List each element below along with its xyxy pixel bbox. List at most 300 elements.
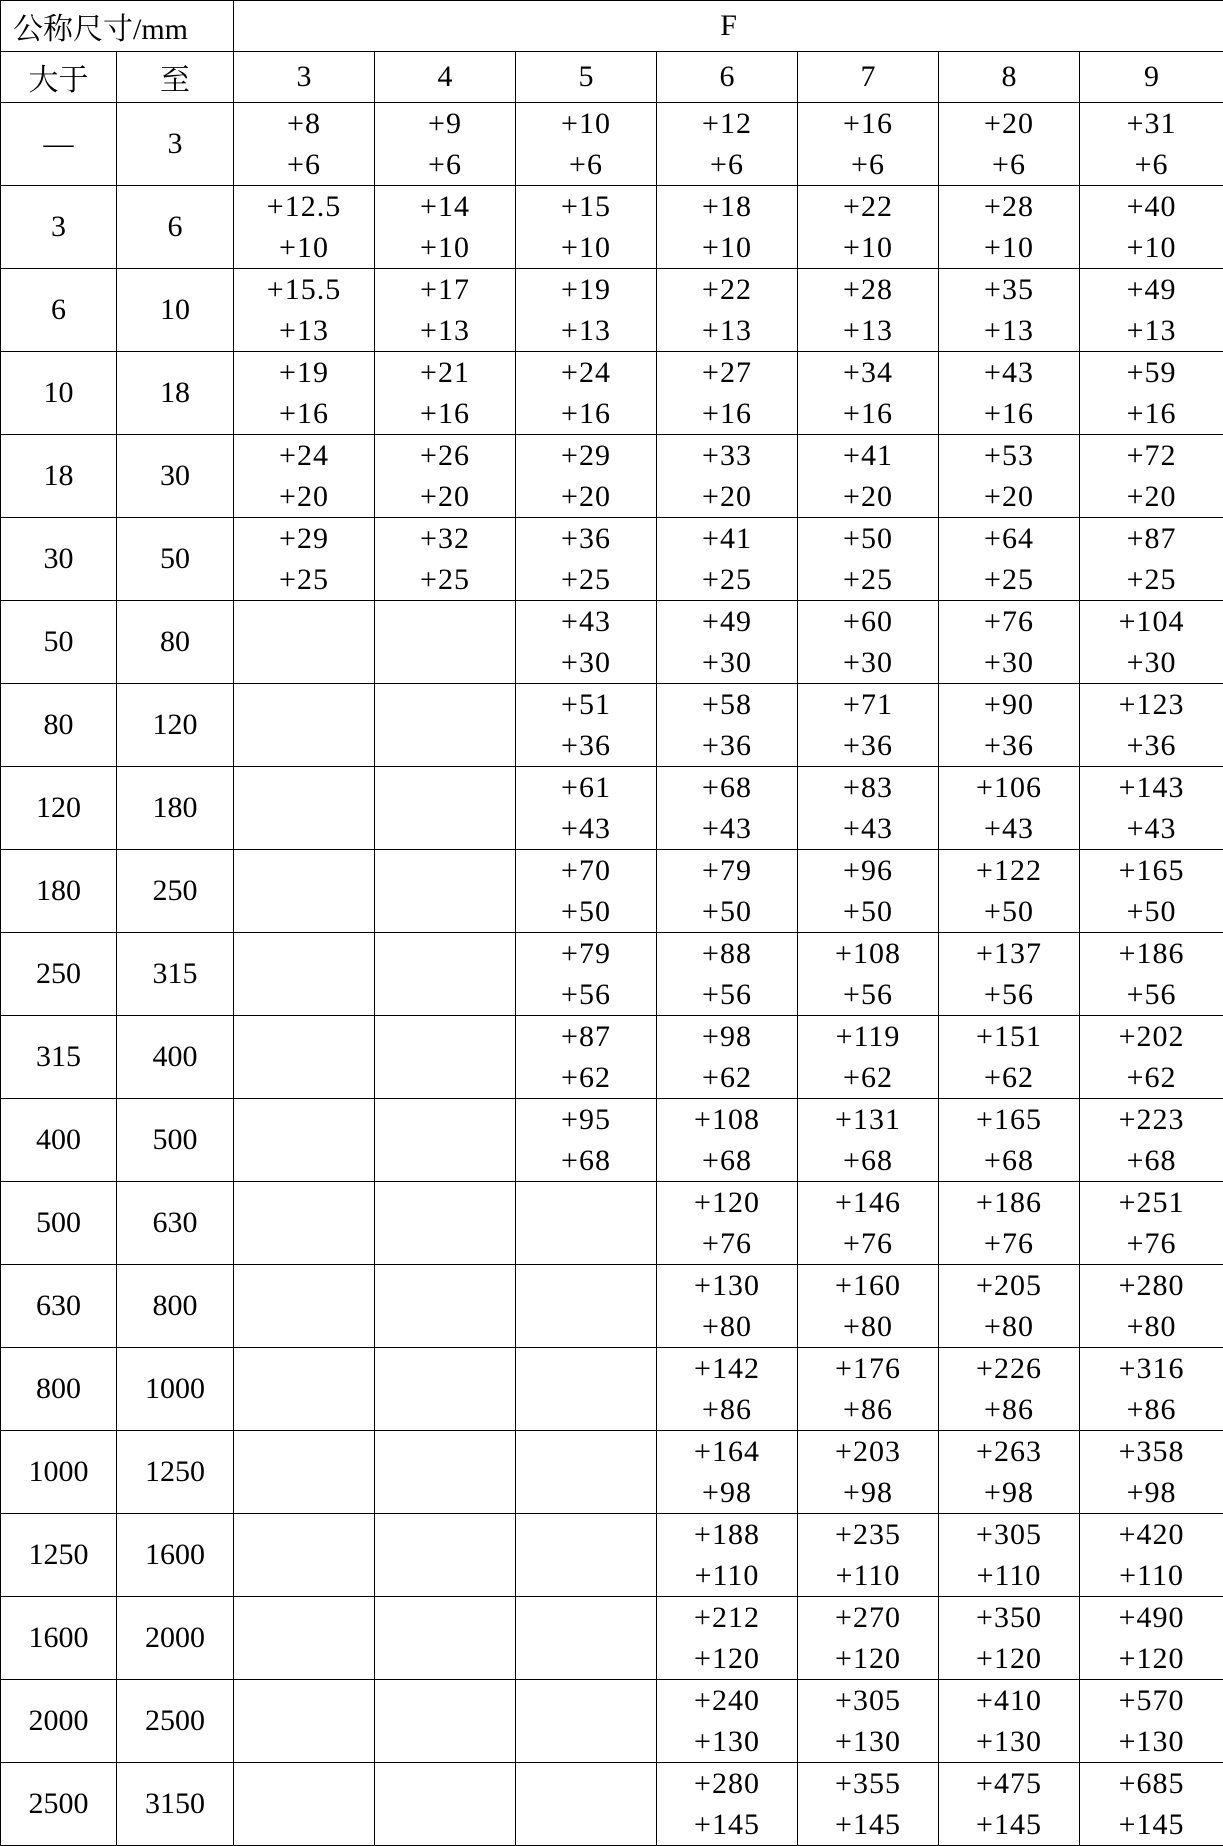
grade-header: 9 (1080, 52, 1223, 103)
deviation-pair (1080, 186, 1223, 268)
lower-deviation: +145 (835, 1804, 901, 1845)
lower-deviation: +76 (843, 1223, 893, 1264)
size-over-cell: 18 (1, 435, 117, 518)
upper-deviation: +240 (694, 1680, 760, 1721)
table-row (1, 435, 1223, 518)
deviation-cell (939, 103, 1080, 186)
empty-cell (234, 1680, 375, 1763)
grade-header: 4 (375, 52, 516, 103)
lower-deviation: +130 (835, 1721, 901, 1762)
size-over-cell: 1600 (1, 1597, 117, 1680)
empty-cell (516, 1597, 657, 1680)
lower-deviation: +6 (710, 144, 744, 185)
size-to-cell: 250 (117, 850, 234, 933)
upper-deviation: +59 (1127, 352, 1177, 393)
lower-deviation: +20 (984, 476, 1034, 517)
size-to-cell: 80 (117, 601, 234, 684)
upper-deviation: +87 (1127, 518, 1177, 559)
size-over-cell: 180 (1, 850, 117, 933)
upper-deviation: +20 (984, 103, 1034, 144)
deviation-cell (657, 1348, 798, 1431)
deviation-pair (939, 1514, 1079, 1596)
upper-deviation: +10 (561, 103, 611, 144)
deviation-pair (1080, 435, 1223, 517)
deviation-pair (375, 186, 515, 268)
table-row (1, 850, 1223, 933)
deviation-cell (939, 684, 1080, 767)
upper-deviation: +58 (702, 684, 752, 725)
lower-deviation: +86 (843, 1389, 893, 1430)
upper-deviation: +41 (702, 518, 752, 559)
deviation-cell (939, 518, 1080, 601)
lower-deviation: +13 (984, 310, 1034, 351)
deviation-cell (234, 435, 375, 518)
deviation-pair (657, 1597, 797, 1679)
table-row (1, 518, 1223, 601)
lower-deviation: +6 (1135, 144, 1169, 185)
upper-deviation: +151 (976, 1016, 1042, 1057)
lower-deviation: +80 (984, 1306, 1034, 1347)
empty-cell (375, 767, 516, 850)
lower-deviation: +6 (287, 144, 321, 185)
deviation-cell (798, 684, 939, 767)
deviation-cell (939, 1265, 1080, 1348)
deviation-pair (657, 1763, 797, 1845)
deviation-cell (939, 269, 1080, 352)
deviation-cell (1080, 269, 1223, 352)
empty-cell (375, 1182, 516, 1265)
upper-deviation: +143 (1119, 767, 1185, 808)
empty-cell (516, 1431, 657, 1514)
deviation-cell (657, 518, 798, 601)
deviation-cell (798, 352, 939, 435)
upper-deviation: +43 (561, 601, 611, 642)
upper-deviation: +31 (1127, 103, 1177, 144)
lower-deviation: +110 (836, 1555, 901, 1596)
lower-deviation: +130 (976, 1721, 1042, 1762)
size-to-cell: 2000 (117, 1597, 234, 1680)
size-over-cell: 2500 (1, 1763, 117, 1846)
size-over-cell: 6 (1, 269, 117, 352)
size-over-cell: 630 (1, 1265, 117, 1348)
deviation-cell (657, 435, 798, 518)
deviation-cell (657, 933, 798, 1016)
size-to-cell: 500 (117, 1099, 234, 1182)
deviation-pair (939, 601, 1079, 683)
upper-deviation: +305 (976, 1514, 1042, 1555)
deviation-cell (1080, 1680, 1223, 1763)
lower-deviation: +68 (1127, 1140, 1177, 1181)
lower-deviation: +25 (561, 559, 611, 600)
upper-deviation: +83 (843, 767, 893, 808)
deviation-cell (798, 1680, 939, 1763)
deviation-cell (798, 1431, 939, 1514)
upper-deviation: +60 (843, 601, 893, 642)
table-row (1, 1099, 1223, 1182)
deviation-cell (1080, 103, 1223, 186)
empty-cell (234, 1016, 375, 1099)
size-to-cell: 1000 (117, 1348, 234, 1431)
table-row (1, 1763, 1223, 1846)
deviation-pair (657, 1431, 797, 1513)
upper-deviation: +19 (279, 352, 329, 393)
lower-deviation: +20 (561, 476, 611, 517)
deviation-cell (798, 1265, 939, 1348)
deviation-cell (657, 684, 798, 767)
deviation-pair (939, 186, 1079, 268)
deviation-cell (375, 103, 516, 186)
deviation-cell (939, 1680, 1080, 1763)
deviation-pair (516, 767, 656, 849)
size-over-cell: 400 (1, 1099, 117, 1182)
deviation-pair (1080, 1016, 1223, 1098)
upper-deviation: +235 (835, 1514, 901, 1555)
deviation-cell (798, 186, 939, 269)
deviation-pair (798, 269, 938, 351)
upper-deviation: +29 (279, 518, 329, 559)
deviation-pair (657, 601, 797, 683)
deviation-cell (798, 1597, 939, 1680)
empty-cell (375, 1597, 516, 1680)
upper-deviation: +24 (279, 435, 329, 476)
upper-deviation: +98 (702, 1016, 752, 1057)
deviation-pair (798, 103, 938, 185)
lower-deviation: +36 (702, 725, 752, 766)
up-to-header: 至 (117, 52, 234, 103)
table-row (1, 103, 1223, 186)
deviation-pair (1080, 1763, 1223, 1845)
deviation-pair (1080, 1182, 1223, 1264)
upper-deviation: +475 (976, 1763, 1042, 1804)
lower-deviation: +16 (984, 393, 1034, 434)
deviation-cell (798, 1514, 939, 1597)
deviation-cell (1080, 850, 1223, 933)
upper-deviation: +305 (835, 1680, 901, 1721)
upper-deviation: +188 (694, 1514, 760, 1555)
deviation-pair (939, 1265, 1079, 1347)
empty-cell (375, 684, 516, 767)
lower-deviation: +30 (702, 642, 752, 683)
size-over-cell: 500 (1, 1182, 117, 1265)
deviation-cell (1080, 186, 1223, 269)
upper-deviation: +61 (561, 767, 611, 808)
deviation-pair (1080, 1597, 1223, 1679)
deviation-pair (798, 1265, 938, 1347)
deviation-cell (798, 933, 939, 1016)
size-over-cell: 315 (1, 1016, 117, 1099)
deviation-pair (516, 518, 656, 600)
upper-deviation: +165 (1119, 850, 1185, 891)
upper-deviation: +146 (835, 1182, 901, 1223)
table-row (1, 1016, 1223, 1099)
upper-deviation: +64 (984, 518, 1034, 559)
size-over-cell: 3 (1, 186, 117, 269)
deviation-pair (516, 601, 656, 683)
lower-deviation: +43 (984, 808, 1034, 849)
deviation-cell (1080, 601, 1223, 684)
deviation-cell (657, 767, 798, 850)
lower-deviation: +145 (976, 1804, 1042, 1845)
upper-deviation: +16 (843, 103, 893, 144)
deviation-pair (798, 1763, 938, 1845)
deviation-cell (939, 1348, 1080, 1431)
upper-deviation: +316 (1119, 1348, 1185, 1389)
upper-deviation: +29 (561, 435, 611, 476)
size-to-cell: 1600 (117, 1514, 234, 1597)
empty-cell (375, 933, 516, 1016)
table-body (1, 103, 1223, 1846)
grade-header: 8 (939, 52, 1080, 103)
upper-deviation: +203 (835, 1431, 901, 1472)
deviation-cell (1080, 1597, 1223, 1680)
lower-deviation: +62 (1127, 1057, 1177, 1098)
empty-cell (375, 1514, 516, 1597)
empty-cell (516, 1182, 657, 1265)
table-row (1, 352, 1223, 435)
deviation-cell (939, 435, 1080, 518)
empty-cell (234, 767, 375, 850)
upper-deviation: +68 (702, 767, 752, 808)
empty-cell (375, 1099, 516, 1182)
deviation-cell (657, 601, 798, 684)
lower-deviation: +36 (561, 725, 611, 766)
deviation-cell (375, 435, 516, 518)
deviation-pair (798, 1680, 938, 1762)
lower-deviation: +20 (702, 476, 752, 517)
deviation-pair (939, 1763, 1079, 1845)
empty-cell (375, 850, 516, 933)
lower-deviation: +98 (984, 1472, 1034, 1513)
empty-cell (375, 1016, 516, 1099)
upper-deviation: +79 (561, 933, 611, 974)
lower-deviation: +20 (420, 476, 470, 517)
lower-deviation: +80 (702, 1306, 752, 1347)
lower-deviation: +110 (695, 1555, 760, 1596)
upper-deviation: +28 (843, 269, 893, 310)
deviation-pair (939, 1431, 1079, 1513)
empty-cell (516, 1680, 657, 1763)
upper-deviation: +202 (1119, 1016, 1185, 1057)
lower-deviation: +13 (843, 310, 893, 351)
upper-deviation: +53 (984, 435, 1034, 476)
empty-cell (375, 1763, 516, 1846)
deviation-cell (516, 684, 657, 767)
deviation-cell (657, 1182, 798, 1265)
lower-deviation: +36 (1127, 725, 1177, 766)
empty-cell (375, 1680, 516, 1763)
lower-deviation: +50 (561, 891, 611, 932)
grade-header: 6 (657, 52, 798, 103)
deviation-pair (1080, 269, 1223, 351)
deviation-cell (939, 933, 1080, 1016)
lower-deviation: +10 (702, 227, 752, 268)
upper-deviation: +570 (1119, 1680, 1185, 1721)
lower-deviation: +98 (1127, 1472, 1177, 1513)
upper-deviation: +28 (984, 186, 1034, 227)
upper-deviation: +108 (694, 1099, 760, 1140)
deviation-cell (1080, 1763, 1223, 1846)
lower-deviation: +43 (702, 808, 752, 849)
deviation-pair (1080, 850, 1223, 932)
header-row-2 (1, 52, 1223, 103)
lower-deviation: +145 (694, 1804, 760, 1845)
deviation-cell (939, 1597, 1080, 1680)
deviation-pair (234, 103, 374, 185)
deviation-pair (516, 684, 656, 766)
deviation-cell (516, 1016, 657, 1099)
upper-deviation: +119 (836, 1016, 901, 1057)
size-over-cell: 2000 (1, 1680, 117, 1763)
lower-deviation: +13 (1127, 310, 1177, 351)
upper-deviation: +160 (835, 1265, 901, 1306)
size-over-cell: 120 (1, 767, 117, 850)
lower-deviation: +120 (1119, 1638, 1185, 1679)
table-row (1, 1597, 1223, 1680)
deviation-cell (234, 269, 375, 352)
empty-cell (516, 1265, 657, 1348)
empty-cell (234, 1763, 375, 1846)
deviation-pair (1080, 1514, 1223, 1596)
deviation-pair (798, 435, 938, 517)
deviation-cell (798, 1182, 939, 1265)
size-over-cell: 10 (1, 352, 117, 435)
deviation-pair (939, 103, 1079, 185)
size-to-cell: 3150 (117, 1763, 234, 1846)
lower-deviation: +13 (420, 310, 470, 351)
lower-deviation: +145 (1119, 1804, 1185, 1845)
deviation-pair (798, 1597, 938, 1679)
lower-deviation: +56 (702, 974, 752, 1015)
table-row (1, 1182, 1223, 1265)
lower-deviation: +68 (984, 1140, 1034, 1181)
deviation-pair (798, 601, 938, 683)
deviation-cell (516, 601, 657, 684)
upper-deviation: +251 (1119, 1182, 1185, 1223)
deviation-pair (657, 518, 797, 600)
size-to-cell: 18 (117, 352, 234, 435)
deviation-pair (657, 103, 797, 185)
deviation-cell (798, 1099, 939, 1182)
deviation-cell (516, 103, 657, 186)
size-to-cell: 6 (117, 186, 234, 269)
upper-deviation: +176 (835, 1348, 901, 1389)
deviation-pair (657, 933, 797, 1015)
upper-deviation: +350 (976, 1597, 1042, 1638)
table-row (1, 1348, 1223, 1431)
deviation-pair (1080, 684, 1223, 766)
deviation-pair (1080, 767, 1223, 849)
lower-deviation: +98 (843, 1472, 893, 1513)
size-over-cell: — (1, 103, 117, 186)
upper-deviation: +27 (702, 352, 752, 393)
deviation-pair (234, 269, 374, 351)
over-header: 大于 (1, 52, 117, 103)
deviation-cell (939, 352, 1080, 435)
upper-deviation: +17 (420, 269, 470, 310)
table-row (1, 1514, 1223, 1597)
deviation-pair (939, 352, 1079, 434)
upper-deviation: +212 (694, 1597, 760, 1638)
upper-deviation: +43 (984, 352, 1034, 393)
upper-deviation: +685 (1119, 1763, 1185, 1804)
lower-deviation: +30 (1127, 642, 1177, 683)
upper-deviation: +142 (694, 1348, 760, 1389)
deviation-pair (516, 103, 656, 185)
lower-deviation: +6 (992, 144, 1026, 185)
upper-deviation: +22 (843, 186, 893, 227)
lower-deviation: +86 (702, 1389, 752, 1430)
empty-cell (375, 1348, 516, 1431)
lower-deviation: +6 (428, 144, 462, 185)
upper-deviation: +76 (984, 601, 1034, 642)
lower-deviation: +16 (420, 393, 470, 434)
upper-deviation: +131 (835, 1099, 901, 1140)
deviation-pair (657, 352, 797, 434)
upper-deviation: +420 (1119, 1514, 1185, 1555)
lower-deviation: +20 (1127, 476, 1177, 517)
lower-deviation: +36 (843, 725, 893, 766)
deviation-pair (798, 1431, 938, 1513)
lower-deviation: +10 (1127, 227, 1177, 268)
deviation-cell (1080, 1099, 1223, 1182)
empty-cell (234, 933, 375, 1016)
lower-deviation: +16 (1127, 393, 1177, 434)
upper-deviation: +36 (561, 518, 611, 559)
deviation-pair (798, 352, 938, 434)
deviation-pair (657, 1348, 797, 1430)
deviation-cell (234, 103, 375, 186)
size-to-cell: 315 (117, 933, 234, 1016)
empty-cell (234, 1265, 375, 1348)
deviation-pair (516, 435, 656, 517)
upper-deviation: +270 (835, 1597, 901, 1638)
grade-header: 7 (798, 52, 939, 103)
lower-deviation: +50 (843, 891, 893, 932)
grade-header: 3 (234, 52, 375, 103)
upper-deviation: +410 (976, 1680, 1042, 1721)
upper-deviation: +108 (835, 933, 901, 974)
deviation-pair (234, 518, 374, 600)
lower-deviation: +36 (984, 725, 1034, 766)
size-over-cell: 250 (1, 933, 117, 1016)
size-to-cell: 180 (117, 767, 234, 850)
deviation-cell (657, 269, 798, 352)
upper-deviation: +51 (561, 684, 611, 725)
nominal-size-header: 公称尺寸/mm (1, 1, 234, 52)
size-over-cell: 800 (1, 1348, 117, 1431)
lower-deviation: +20 (279, 476, 329, 517)
table-row (1, 186, 1223, 269)
deviation-cell (657, 1265, 798, 1348)
upper-deviation: +122 (976, 850, 1042, 891)
deviation-cell (798, 1348, 939, 1431)
deviation-cell (1080, 1348, 1223, 1431)
lower-deviation: +25 (279, 559, 329, 600)
lower-deviation: +130 (1119, 1721, 1185, 1762)
deviation-cell (375, 352, 516, 435)
deviation-cell (375, 518, 516, 601)
lower-deviation: +80 (843, 1306, 893, 1347)
upper-deviation: +18 (702, 186, 752, 227)
deviation-cell (657, 1514, 798, 1597)
lower-deviation: +120 (694, 1638, 760, 1679)
upper-deviation: +137 (976, 933, 1042, 974)
deviation-cell (516, 352, 657, 435)
deviation-cell (1080, 518, 1223, 601)
deviation-cell (798, 601, 939, 684)
upper-deviation: +15.5 (267, 269, 341, 310)
deviation-pair (798, 518, 938, 600)
